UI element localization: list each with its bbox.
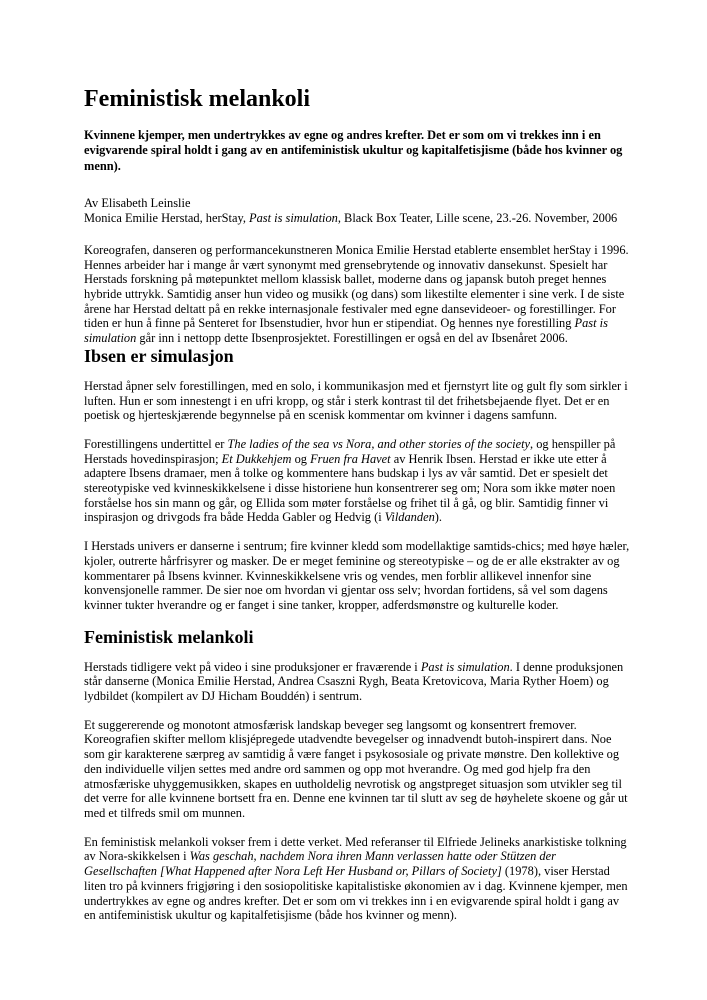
paragraph-jelinek-conclusion: En feministisk melankoli vokser frem i dette verket. Med referanser til Elfriede Jelineks anarkistiske tolkning av Nora-skikkelsen i Was geschah, nachdem Nora ihren Mann verlassen hatte oder Stützen der Gesellschaften [What Happened after Nora Left Her Husband or, Pillars of Society] (1978), viser Herstad liten tro på kvinners frigjøring i den sosiopolitiske kapitalistiske økonomien av i dag. Kvinnene kjemper, men undertrykkes av egne og andres krefter. Det er som om vi trekkes inn i en evigvarende spiral holdt i gang av en antifeministisk ukultur og kapitalfetisjisme (både hos kvinner og menn).: [84, 834, 628, 923]
paragraph-dancers-in-centre: I Herstads univers er danserne i sentrum; fire kvinner kledd som modellaktige samtids-chics; med høye hæler, kjoler, outrerte hårfrisyrer og masker. De er meget feminine og stereotypiske – og de er alle ekstrakter av og kommentarer på Ibsens kvinner. Kvinneskikkelsene vris og vendes, men forblir allikevel innenfor sine konvensjonelle rammer. De sier noe om hvordan vi gjentar oss selv; hvordan fortidens, så vel som dagens kvinner tukter hverandre og er fanget i sine tanker, kropper, adferdsmønstre og kulturelle koder.: [84, 539, 630, 612]
paragraph-solo-opening: Herstad åpner selv forestillingen, med en solo, i kommunikasjon med et fjernstyrt lite og gult fly som sirkler i luften. Hun er som innestengt i en ufri kropp, og står i sterk kontrast til det frihetsbejaende flyet. Det er en poetisk og hjerteskjærende begynnelse på en scenisk kommentar om kvinner i dagens samfunn.: [84, 378, 628, 423]
section-heading-feministisk-melankoli: Feministisk melankoli: [84, 626, 254, 647]
paragraph-production-credits: Herstads tidligere vekt på video i sine produksjoner er fraværende i Past is simulation. I denne produksjonen står danserne (Monica Emilie Herstad, Andrea Csaszni Rygh, Beata Kretovicova, Maria Ryther Hoem) og lydbildet (kompilert av DJ Hicham Bouddén) i sentrum.: [84, 659, 624, 704]
article-lead: Kvinnene kjemper, men undertrykkes av egne og andres krefter. Det er som om vi trekkes inn i en evigvarende spiral holdt i gang av en antifeministisk ukultur og kapitalfetisjisme (både hos kvinner og menn).: [84, 128, 623, 173]
paragraph-subtitle-inspiration: Forestillingens undertittel er The ladies of the sea vs Nora, and other stories of the society, og henspiller på Herstads hovedinspirasjon; Et Dukkehjem og Fruen fra Havet av Henrik Ibsen. Herstad er ikke ute etter å adaptere Ibsens dramaer, men å tolke og kommentere hans budskap i lys av vår samtid. Det er spesielt det stereotypiske ved kvinneskikkelsene i disse historiene hun konsentrerer seg om; Nora som ikke møter noen forståelse hos sin mann og går, og Ellida som møter forståelse og frihet til å gå, og blir. Samtidig finner vi inspirasjon og drivgods fra både Hedda Gabler og Hedvig (i Vildanden).: [84, 436, 616, 525]
byline: [84, 196, 631, 226]
byline-author: Av Elisabeth Leinslie: [84, 195, 191, 210]
section-heading-ibsen-er-simulasjon: Ibsen er simulasjon: [84, 345, 234, 366]
paragraph-atmospheric-landscape: Et suggererende og monotont atmosfærisk landskap beveger seg langsomt og konsentrert fremover. Koreografien skifter mellom klisjépregede utadvendte bevegelser og innadvendt butoh-inspirert dans. Noe som gir karakterene særpreg av samtidig å være fanget i psykososiale og private mønstre. Den kollektive og den individuelle viljen settes med andre ord sammen og opp mot hverandre. Og med god hjelp fra den atmosfæriske uhyggemusikken, skapes en uutholdelig nevrotisk og angstpreget situasjon som utvikler seg til det verre for alle kvinnene bortsett fra en. Denne ene kvinnen tar til slutt av seg de høyhelete skoene og går ut med et tilfreds smil om munnen.: [84, 717, 628, 820]
paragraph-intro: Koreografen, danseren og performancekunstneren Monica Emilie Herstad etablerte ensemblet herStay i 1996. Hennes arbeider har i mange år vært synonymt med grensebrytende og innovativ dansekunst. Spesielt har Herstads forskning på møtepunktet mellom klassisk ballet, moderne dans og japansk butoh preget hennes hybride uttrykk. Samtidig anser hun video og musikk (og dans) som likestilte elementer i sine verk. I de siste årene har Herstad deltatt på en rekke internasjonale festivaler med egne dansevideoer- og forestillinger. For tiden er hun å finne på Senteret for Ibsenstudier, hvor hun er stipendiat. Og hennes nye forestilling Past is simulation går inn i nettopp dette Ibsenprosjektet. Forestillingen er også en del av Ibsenåret 2006.: [84, 242, 629, 346]
byline-credit: Monica Emilie Herstad, herStay, Past is simulation, Black Box Teater, Lille scene, 23.-26. November, 2006: [84, 210, 618, 225]
article-title: Feministisk melankoli: [84, 86, 311, 112]
